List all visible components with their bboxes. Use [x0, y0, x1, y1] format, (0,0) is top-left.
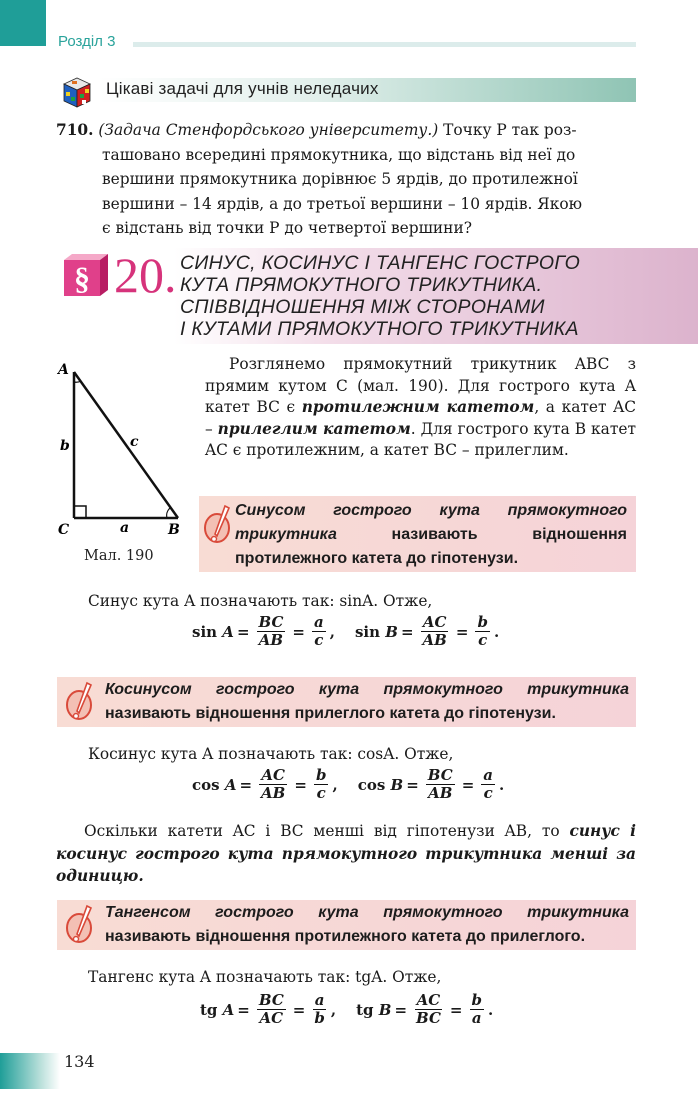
exclamation-pen-icon [203, 504, 233, 544]
fraction: $\frac{b}{c}$ [477, 613, 488, 649]
fn-var: B [390, 775, 404, 794]
section-title-line: СИНУС, КОСИНУС І ТАНГЕНС ГОСТРОГО [180, 252, 581, 274]
fn-name: sin [354, 622, 381, 641]
fraction: $\frac{a}{c}$ [314, 613, 324, 649]
fn-var: A [224, 775, 237, 794]
figure-190 [56, 358, 196, 578]
exclamation-pen-icon [65, 904, 95, 944]
term-opposite-leg: протилежним катетом [301, 398, 535, 416]
definition-sine [199, 496, 636, 572]
paragraph-cube-icon [62, 252, 110, 298]
sine-formulas: sin A = $\frac{BC}{AB}$ = $\frac{a}{c}$ , sin B = $\frac{AC}{AB}$ = $\frac{b}{c}$ . [192, 613, 500, 649]
svg-text:§: § [74, 260, 90, 296]
exclamation-pen-icon [65, 681, 95, 721]
problem-710 [56, 118, 636, 241]
fraction: $\frac{AC}{BC}$ [416, 991, 441, 1027]
intro-text: , а катет AC – [205, 398, 636, 438]
fn-var: A [222, 622, 234, 641]
intro-text: Розглянемо прямокутний трикутник ABC з прямим кутом C (мал. 190). Для гострого кута A катет BC є [205, 355, 636, 416]
fraction: $\frac{BC}{AB}$ [427, 766, 453, 802]
definition-term: Синусом гострого кута прямокутного трикутника [235, 502, 627, 543]
sine-lead: Синус кута A позначають так: sinA. Отже, [88, 592, 433, 610]
fn-name: sin [192, 622, 218, 641]
section-title-line: СПІВВІДНОШЕННЯ МІЖ СТОРОНАМИ [180, 296, 545, 318]
section-title [180, 252, 580, 340]
problem-number: 710. [56, 121, 94, 139]
page-tab [0, 1053, 60, 1089]
header-rule [133, 42, 636, 47]
fn-name: tg [356, 1000, 374, 1019]
definition-text [105, 678, 629, 726]
fraction: $\frac{a}{b}$ [314, 991, 325, 1027]
right-triangle-diagram [56, 358, 196, 538]
fraction: $\frac{BC}{AC}$ [258, 991, 284, 1027]
fraction: $\frac{AC}{AB}$ [261, 766, 286, 802]
banner-title: Цікаві задачі для учнів неледачих [106, 79, 379, 98]
fn-var: A [222, 1000, 235, 1019]
note-paragraph [56, 820, 636, 888]
fraction: $\frac{BC}{AB}$ [258, 613, 284, 649]
intro-paragraph [205, 354, 636, 462]
vertex-a-label: A [58, 362, 69, 378]
side-a-label: a [120, 520, 130, 536]
section-title-line: КУТА ПРЯМОКУТНОГО ТРИКУТНИКА. [180, 274, 543, 296]
section-heading [62, 248, 636, 344]
problem-text-line1: Точку P так роз- [438, 121, 577, 139]
note-text: Оскільки катети AC і BC менші від гіпотенузи AB, то [84, 822, 570, 840]
fn-name: tg [200, 1000, 218, 1019]
note-emphasis: синус і косинус гострого кута прямокутного трикутника менші за одиницю. [56, 822, 636, 885]
tangent-lead: Тангенс кута A позначають так: tgA. Отже, [88, 968, 442, 986]
problem-source: (Задача Стенфордського університету.) [98, 121, 439, 139]
section-number: 20. [114, 247, 177, 303]
problem-text-line: вершини – 14 ярдів, а до третьої вершини – 10 ярдів. Якою [102, 194, 583, 213]
problem-text-line: вершини прямокутника дорівнює 5 ярдів, до протилежної [102, 170, 578, 188]
fn-var: B [385, 622, 398, 641]
definition-body: називають відношення протилежного катета до прилеглого. [105, 928, 586, 945]
definition-term: Косинусом гострого кута прямокутного трикутника [105, 681, 629, 698]
fraction: $\frac{b}{c}$ [315, 766, 327, 802]
fn-name: cos [192, 775, 220, 794]
definition-body: називають відношення протилежного катета до гіпотенузи. [235, 526, 627, 567]
side-b-label: b [60, 438, 70, 454]
definition-body: називають відношення прилеглого катета до гіпотенузи. [105, 705, 556, 722]
term-adjacent-leg: прилеглим катетом [217, 419, 411, 438]
fraction: $\frac{AC}{AB}$ [422, 613, 447, 649]
rubiks-cube-icon [60, 75, 94, 109]
definition-text [105, 901, 629, 949]
problem-text-line: є відстань від точки P до четвертої вершини? [102, 219, 472, 237]
vertex-c-label: C [58, 522, 70, 538]
fn-var: B [378, 1000, 392, 1019]
corner-tab [0, 0, 46, 46]
intro-text: . Для гострого кута B катет AC є протилежним, а катет BC – прилеглим. [205, 419, 636, 459]
page-number: 134 [64, 1052, 95, 1071]
side-c-label: c [130, 434, 139, 450]
definition-text [235, 499, 627, 571]
chapter-label: Розділ 3 [58, 33, 116, 50]
fn-name: cos [357, 775, 386, 794]
problem-text-line: ташовано всередині прямокутника, що відстань від неї до [102, 145, 576, 164]
definition-cosine [57, 677, 636, 727]
fraction: $\frac{b}{a}$ [471, 991, 482, 1027]
cosine-lead: Косинус кута A позначають так: cosA. Отже, [88, 745, 454, 763]
cosine-formulas: cos A = $\frac{AC}{AB}$ = $\frac{b}{c}$ , cos B = $\frac{BC}{AB}$ = $\frac{a}{c}$ . [192, 766, 505, 802]
vertex-b-label: B [168, 522, 180, 538]
figure-caption: Мал. 190 [84, 548, 154, 564]
definition-term: Тангенсом гострого кута прямокутного трикутника [105, 904, 629, 921]
interesting-problems-banner [60, 75, 636, 103]
tangent-formulas: tg A = $\frac{BC}{AC}$ = $\frac{a}{b}$ , tg B = $\frac{AC}{BC}$ = $\frac{b}{a}$ . [200, 991, 494, 1027]
definition-tangent [57, 900, 636, 950]
fraction: $\frac{a}{c}$ [483, 766, 493, 802]
section-title-line: І КУТАМИ ПРЯМОКУТНОГО ТРИКУТНИКА [180, 318, 579, 340]
